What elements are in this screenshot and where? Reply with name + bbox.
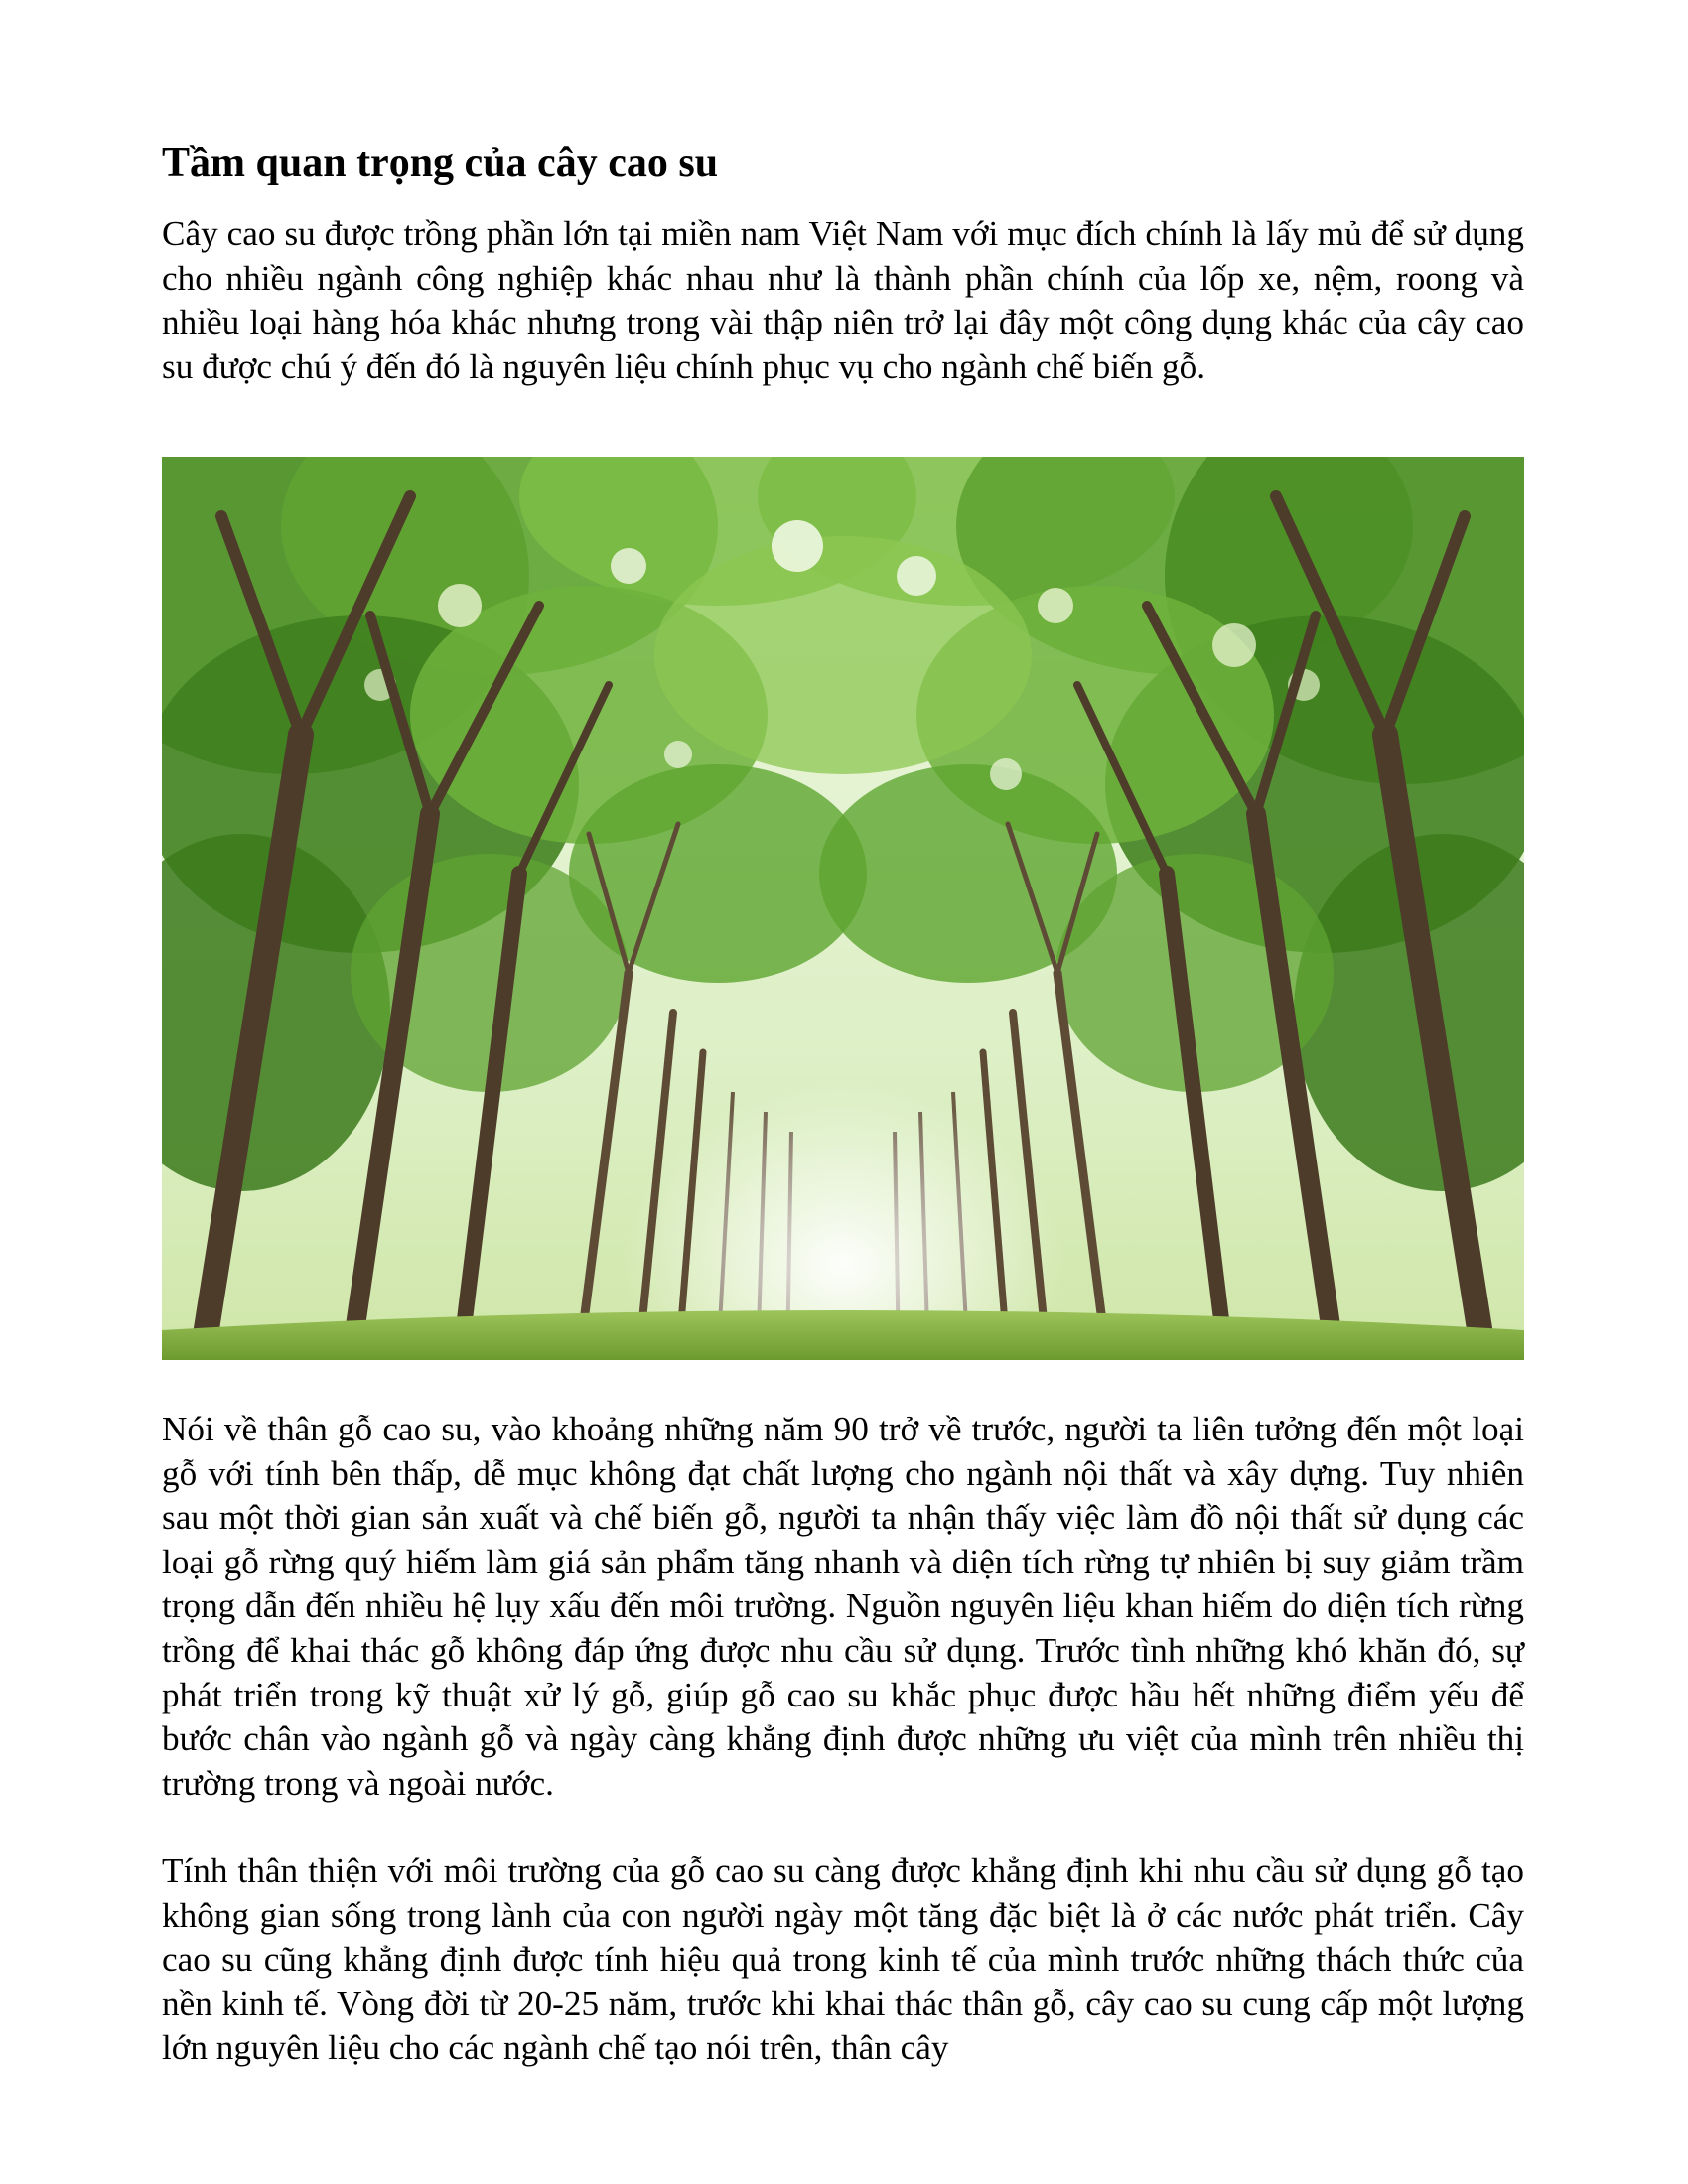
rubber-tree-plantation-photo	[162, 457, 1524, 1360]
paragraph-environment: Tính thân thiện với môi trường của gỗ cao su càng được khẳng định khi nhu cầu sử dụng gỗ tạo không gian sống trong lành của con người ngày một tăng đặc biệt là ở các nước phát triển. Cây cao su cũng khẳng định được tính hiệu quả trong kinh tế của mình trước những thách thức của nền kinh tế. Vòng đời từ 20-25 năm, trước khi khai thác thân gỗ, cây cao su cung cấp một lượng lớn nguyên liệu cho các ngành chế tạo nói trên, thân cây	[162, 1851, 1524, 2068]
page-title: Tầm quan trọng của cây cao su	[162, 140, 719, 186]
paragraph-history: Nói về thân gỗ cao su, vào khoảng những năm 90 trở về trước, người ta liên tưởng đến một loại gỗ với tính bên thấp, dễ mục không đạt chất lượng cho ngành nội thất và xây dựng. Tuy nhiên sau một thời gian sản xuất và chế biến gỗ, người ta nhận thấy việc làm đồ nội thất sử dụng các loại gỗ rừng quý hiếm làm giá sản phẩm tăng nhanh và diện tích rừng tự nhiên bị suy giảm trầm trọng dẫn đến nhiều hệ lụy xấu đến môi trường. Nguồn nguyên liệu khan hiếm do diện tích rừng trồng để khai thác gỗ không đáp ứng được nhu cầu sử dụng. Trước tình những khó khăn đó, sự phát triển trong kỹ thuật xử lý gỗ, giúp gỗ cao su khắc phục được hầu hết những điểm yếu để bước chân vào ngành gỗ và ngày càng khẳng định được những ưu việt của mình trên nhiều thị trường trong và ngoài nước.	[162, 1410, 1524, 1803]
paragraph-intro: Cây cao su được trồng phần lớn tại miền nam Việt Nam với mục đích chính là lấy mủ để sử dụng cho nhiều ngành công nghiệp khác nhau như là thành phần chính của lốp xe, nệm, roong và nhiều loại hàng hóa khác nhưng trong vài thập niên trở lại đây một công dụng khác của cây cao su được chú ý đến đó là nguyên liệu chính phục vụ cho ngành chế biến gỗ.	[162, 214, 1524, 386]
